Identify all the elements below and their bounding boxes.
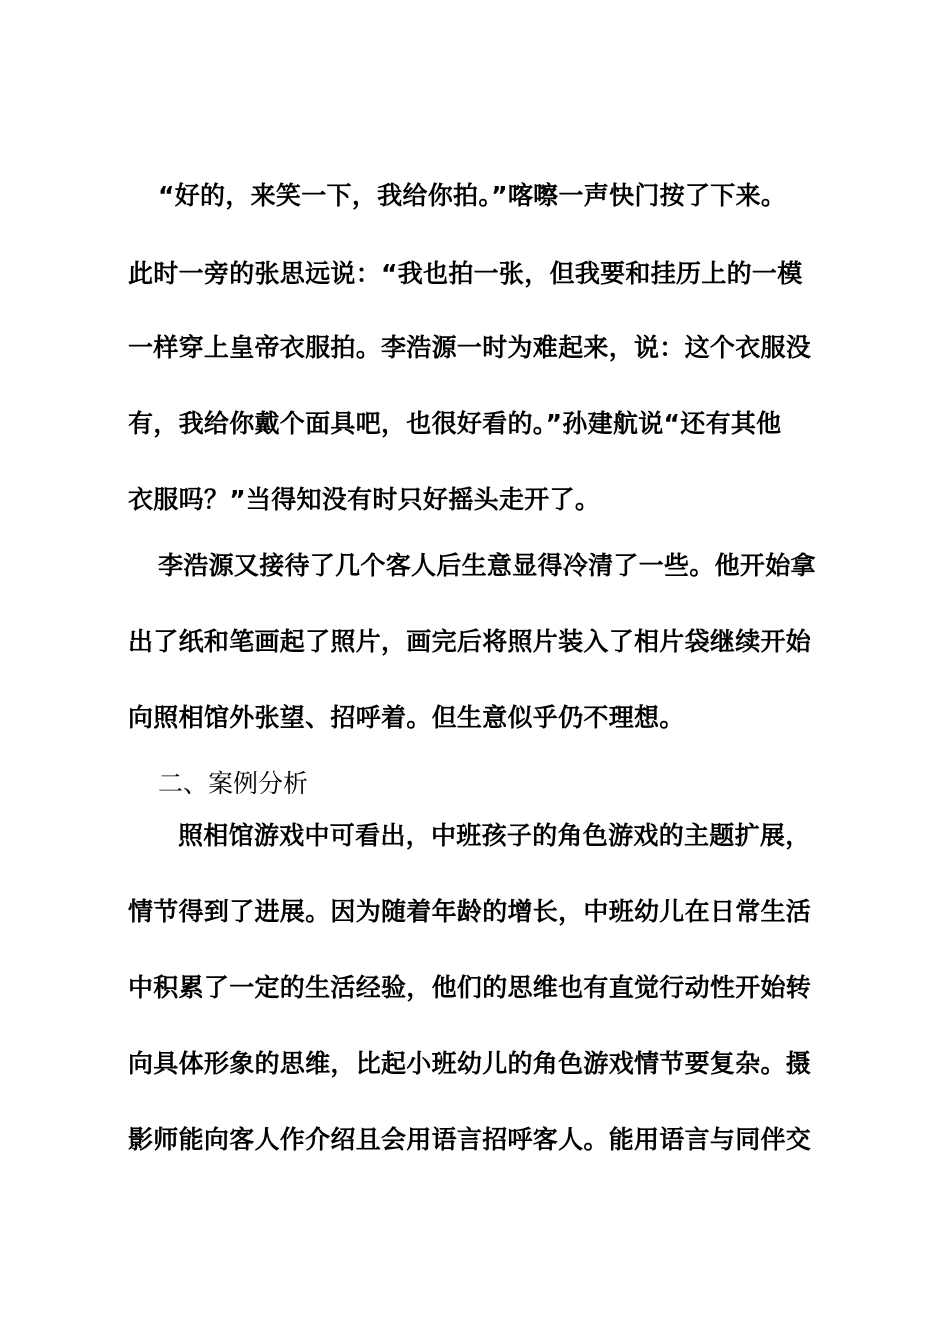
paragraph-2-line-2: 出了纸和笔画起了照片，画完后将照片装入了相片袋继续开始 <box>128 627 812 656</box>
paragraph-3-line-3: 中积累了一定的生活经验，他们的思维也有直觉行动性开始转 <box>128 973 812 1002</box>
section-heading: 二、案例分析 <box>158 769 309 798</box>
paragraph-3-line-4: 向具体形象的思维，比起小班幼儿的角色游戏情节要复杂。摄 <box>128 1049 812 1078</box>
paragraph-2-line-3: 向照相馆外张望、招呼着。但生意似乎仍不理想。 <box>128 703 685 732</box>
paragraph-1-line-3: 一样穿上皇帝衣服拍。李浩源一时为难起来，说：这个衣服没 <box>128 333 812 362</box>
paragraph-1-line-4: 有，我给你戴个面具吧，也很好看的。”孙建航说“还有其他 <box>128 409 782 438</box>
paragraph-3-line-5: 影师能向客人作介绍且会用语言招呼客人。能用语言与同伴交 <box>128 1125 812 1154</box>
paragraph-2-line-1: 李浩源又接待了几个客人后生意显得冷清了一些。他开始拿 <box>158 551 816 580</box>
paragraph-3-line-1: 照相馆游戏中可看出，中班孩子的角色游戏的主题扩展， <box>178 821 811 850</box>
paragraph-1-line-5: 衣服吗？”当得知没有时只好摇头走开了。 <box>128 485 601 514</box>
paragraph-3-line-2: 情节得到了进展。因为随着年龄的增长，中班幼儿在日常生活 <box>128 897 812 926</box>
paragraph-1-line-1: “好的，来笑一下，我给你拍。”喀嚓一声快门按了下来。 <box>158 181 787 210</box>
paragraph-1-line-2: 此时一旁的张思远说：“我也拍一张，但我要和挂历上的一模 <box>128 259 803 288</box>
